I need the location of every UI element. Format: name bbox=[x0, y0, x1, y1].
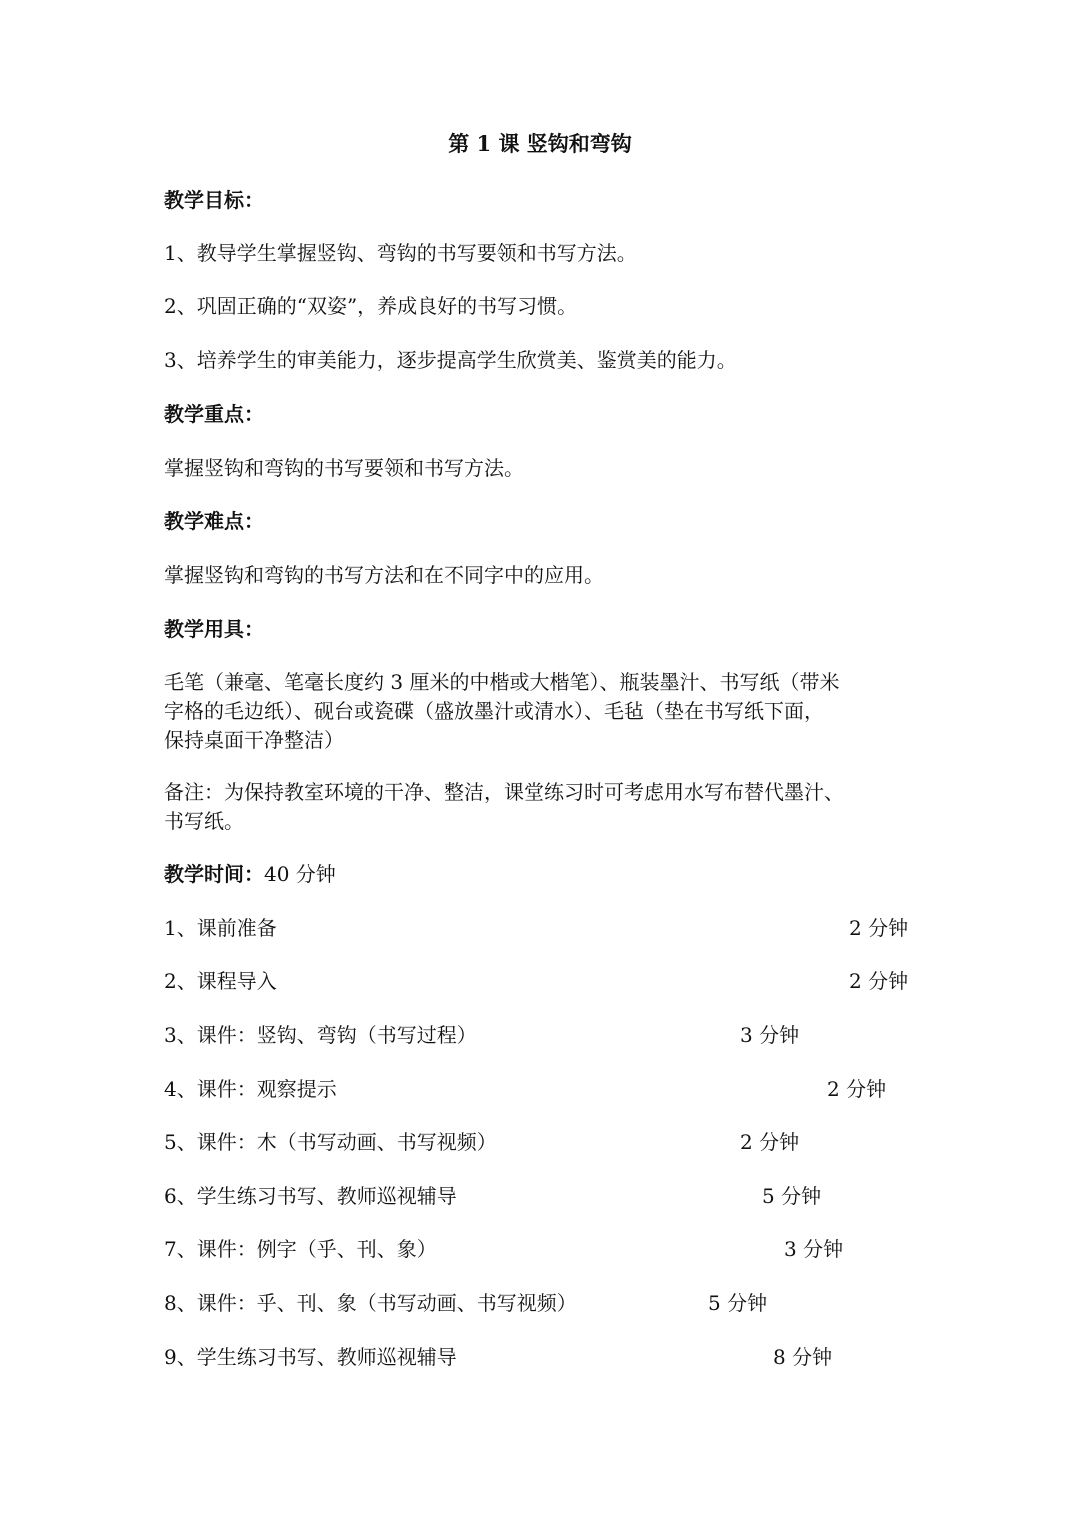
schedule-step: 5、课件：木（书写动画、书写视频） bbox=[164, 1130, 497, 1154]
lesson-title: 第 1 课 竖钩和弯钩 bbox=[448, 131, 632, 156]
tools-text-line: 保持桌面干净整洁） bbox=[164, 728, 344, 752]
schedule-duration: 3 分钟 bbox=[740, 1023, 800, 1047]
tools-heading: 教学用具： bbox=[164, 617, 264, 641]
schedule-step: 7、课件：例字（乎、刊、象） bbox=[164, 1237, 437, 1261]
objective-item: 2、巩固正确的“双姿”，养成良好的书写习惯。 bbox=[164, 294, 578, 318]
key-points-text: 掌握竖钩和弯钩的书写要领和书写方法。 bbox=[164, 456, 524, 480]
schedule-step: 3、课件：竖钩、弯钩（书写过程） bbox=[164, 1023, 477, 1047]
schedule-duration: 5 分钟 bbox=[762, 1184, 822, 1208]
difficulties-text: 掌握竖钩和弯钩的书写方法和在不同字中的应用。 bbox=[164, 563, 604, 587]
tools-text-line: 字格的毛边纸）、砚台或瓷碟（盛放墨汁或清水）、毛毡（垫在书写纸下面， bbox=[164, 699, 824, 723]
schedule-duration: 2 分钟 bbox=[827, 1077, 887, 1101]
key-points-heading: 教学重点： bbox=[164, 402, 264, 426]
note-text-line: 备注：为保持教室环境的干净、整洁，课堂练习时可考虑用水写布替代墨汁、 bbox=[164, 780, 844, 804]
schedule-duration: 2 分钟 bbox=[740, 1130, 800, 1154]
time-line bbox=[164, 860, 336, 888]
schedule-duration: 5 分钟 bbox=[708, 1291, 768, 1315]
schedule-duration: 3 分钟 bbox=[784, 1237, 844, 1261]
time-heading: 教学时间： bbox=[164, 862, 264, 886]
time-total: 40 分钟 bbox=[264, 862, 336, 886]
schedule-step: 2、课程导入 bbox=[164, 969, 277, 993]
schedule-step: 6、学生练习书写、教师巡视辅导 bbox=[164, 1184, 457, 1208]
schedule-step: 8、课件：乎、刊、象（书写动画、书写视频） bbox=[164, 1291, 577, 1315]
schedule-step: 4、课件：观察提示 bbox=[164, 1077, 337, 1101]
note-text-line: 书写纸。 bbox=[164, 809, 244, 833]
schedule-step: 9、学生练习书写、教师巡视辅导 bbox=[164, 1345, 457, 1369]
objectives-heading: 教学目标： bbox=[164, 188, 264, 212]
difficulties-heading: 教学难点： bbox=[164, 509, 264, 533]
schedule-duration: 8 分钟 bbox=[773, 1345, 833, 1369]
schedule-duration: 2 分钟 bbox=[849, 916, 909, 940]
objective-item: 1、教导学生掌握竖钩、弯钩的书写要领和书写方法。 bbox=[164, 241, 637, 265]
schedule-step: 1、课前准备 bbox=[164, 916, 277, 940]
objective-item: 3、培养学生的审美能力，逐步提高学生欣赏美、鉴赏美的能力。 bbox=[164, 348, 737, 372]
tools-text-line: 毛笔（兼毫、笔毫长度约 3 厘米的中楷或大楷笔）、瓶装墨汁、书写纸（带米 bbox=[164, 670, 840, 694]
schedule-duration: 2 分钟 bbox=[849, 969, 909, 993]
